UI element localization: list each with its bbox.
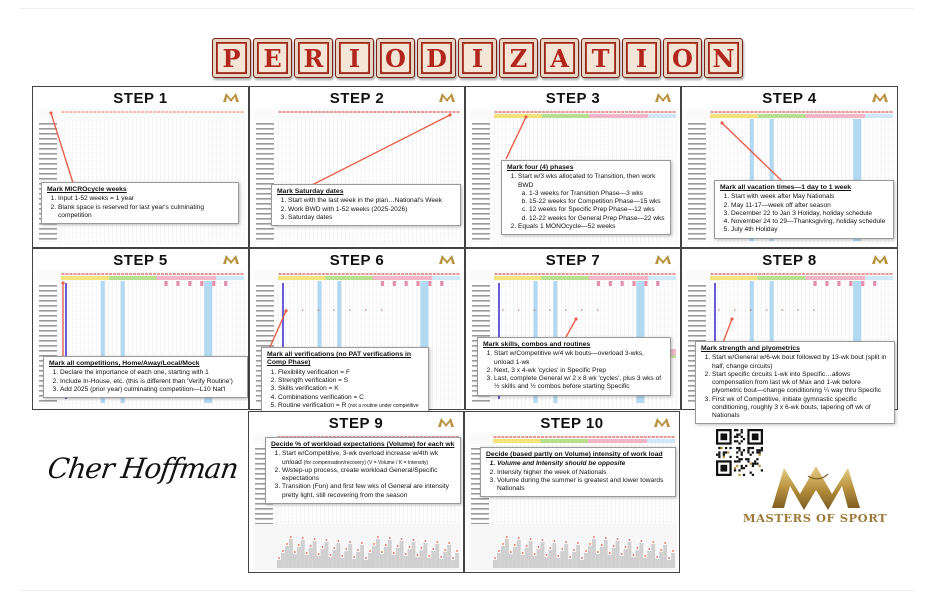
step-list-item <box>282 467 455 483</box>
title-letter: O <box>669 44 696 72</box>
step-heading: Mark all verifications (no PAT verifications in Comp Phase) <box>267 351 412 367</box>
step-item-text: November 24 to 29—Thanksgiving, holiday schedule <box>731 218 886 226</box>
step-note <box>265 437 461 504</box>
step-list-item <box>494 350 665 366</box>
step-list-item <box>731 218 888 226</box>
step-list <box>277 197 455 222</box>
step-item-text: Equals 1 MONOcycle—52 weeks <box>518 222 616 230</box>
step-item-text: Start w/General w/6-wk bout followed by 13-wk bout (split in half, change circuits) <box>712 354 887 370</box>
step-list-item <box>731 226 888 234</box>
title-letter: I <box>464 44 491 72</box>
step-sublist <box>518 190 665 223</box>
step-item-text: Work BWD with 1-52 weeks (2025-2026) <box>288 205 408 213</box>
step-note <box>695 341 895 424</box>
step-list-item <box>497 469 670 477</box>
step-item-text: Last, complete General w/ 2 x 8 wk 'cycles', plus 3 wks of ½ skills and ½ combos before starting Specific <box>494 375 662 391</box>
step-list-item <box>731 202 888 210</box>
step-item-text: Start with week after May Nationals <box>731 193 835 201</box>
step-list-item <box>731 193 888 201</box>
volume-note: (for compensation/recovery) (V = Volume / K = Intensity) <box>303 459 429 466</box>
step-item-text: Next, 3 x 4-wk 'cycles' in Specific Prep <box>494 366 607 374</box>
title-letter-block <box>499 38 538 78</box>
svg-text:F: F <box>813 308 816 312</box>
step-item-text: Volume and Intensity should be opposite <box>497 460 626 468</box>
svg-text:F: F <box>333 308 336 312</box>
step-item-text: Include In-House, etc. (this is different than 'Verify Routine') <box>60 377 233 385</box>
step-title: STEP 4 <box>762 90 817 107</box>
svg-text:F: F <box>749 308 752 312</box>
step-item-text: Routine verification = R <box>278 401 347 409</box>
step-item-text: Start w/Competitive, 3-wk overload increase w/4th wk unload <box>282 450 439 466</box>
step-panel <box>465 86 681 248</box>
title-letter-block <box>622 38 661 78</box>
step-title: STEP 10 <box>540 415 604 432</box>
step-item-text: Saturday dates <box>288 213 333 221</box>
step-list-item <box>282 450 455 466</box>
title-letter: N <box>710 44 737 72</box>
step-list <box>720 193 888 234</box>
step-list-item <box>288 197 455 205</box>
step-panel <box>681 248 898 420</box>
step-list <box>49 369 242 394</box>
step-panel <box>32 248 249 410</box>
title-letter-block <box>581 38 620 78</box>
step-panel <box>248 411 464 573</box>
step-list-item <box>278 394 423 402</box>
svg-text:F: F <box>549 308 552 312</box>
brand-name: MASTERS OF SPORT <box>742 511 888 525</box>
step-heading: Decide (based partly on Volume) intensity of work load <box>486 451 663 458</box>
step-panel <box>681 86 898 248</box>
step-item-text: Add 2025 (prior year) culminating competition—L10 Nat'l <box>60 385 226 393</box>
svg-text:F: F <box>380 308 383 312</box>
step-list-item <box>494 375 665 391</box>
title-letter-block <box>540 38 579 78</box>
svg-text:F: F <box>581 308 583 312</box>
step-heading: Mark strength and plyometrics <box>701 345 800 352</box>
step-heading: Mark Saturday dates <box>277 188 344 195</box>
svg-text:F: F <box>301 308 304 312</box>
step-item-text: Combinations verification = C <box>278 393 364 401</box>
step-list <box>271 450 455 499</box>
title-letter-block <box>253 38 292 78</box>
svg-text:F: F <box>565 308 568 312</box>
svg-text:F: F <box>517 308 520 312</box>
step-item-text: Blank space is reserved for last year's culminating competition <box>58 203 205 219</box>
title-letter-block <box>212 38 251 78</box>
title-letter: A <box>546 44 573 72</box>
svg-text:F: F <box>765 308 768 312</box>
step-subitem: b. 15-22 weeks for Competition Phase—15 wks <box>529 198 665 206</box>
svg-text:F: F <box>733 308 736 312</box>
step-item-text: Skills verification = K <box>278 385 339 393</box>
step-list-item <box>278 369 423 377</box>
step-panel <box>249 248 465 410</box>
step-item-text: Transition (Fun) and first few wks of General are intensity pretty light, still recovering from the season <box>282 483 449 499</box>
step-panel <box>464 411 680 573</box>
pointer-arrow <box>33 87 250 249</box>
step-item-text: Start w/3 wks allocated to Transition, then work BWD <box>518 173 656 189</box>
step-subitem: a. 1-3 weeks for Transition Phase—3 wks <box>529 190 665 198</box>
step-heading: Mark four (4) phases <box>507 164 574 171</box>
step-note <box>41 182 239 224</box>
step-item-text: W/step-up process, create workload General/Specific expectations <box>282 466 438 483</box>
step-list-item <box>497 477 670 493</box>
step-list-item <box>712 354 889 370</box>
step-list-item <box>60 378 242 386</box>
step-title: STEP 6 <box>329 252 385 269</box>
title-letter: I <box>628 44 655 72</box>
title-letter-block <box>376 38 415 78</box>
title-letter-block <box>335 38 374 78</box>
step-item-text: Declare the importance of each one, starting with 1 <box>60 369 209 377</box>
step-item-text: Start w/Competitive w/4 wk bouts—overload 3-wks, unload 1-wk <box>494 350 644 366</box>
step-list-item <box>278 377 423 385</box>
title-letter: Z <box>505 44 532 72</box>
svg-text:F: F <box>781 308 784 312</box>
top-divider <box>20 8 914 9</box>
step-title: STEP 9 <box>328 415 384 432</box>
step-title: STEP 5 <box>113 252 168 269</box>
svg-text:F: F <box>717 308 720 312</box>
step-title: STEP 1 <box>113 90 168 107</box>
title-letter: E <box>259 44 286 72</box>
step-item-text: Input 1-52 weeks = 1 year <box>58 195 135 203</box>
step-item-text: Start specific circuits 1-wk into Specific…allows compensation from last wk of Max and 1-wk before plyometric bout—change conditioning ¼ way thru Specific <box>712 370 881 395</box>
step-note <box>43 356 248 398</box>
routine-note: (not a routine under competitive <box>348 402 419 409</box>
title-letter-block <box>417 38 456 78</box>
step-note <box>714 180 894 239</box>
title-letter: O <box>382 44 409 72</box>
svg-text:F: F <box>596 308 599 312</box>
step-list-item <box>518 223 665 231</box>
step-list-item <box>712 396 889 421</box>
step-item-text: Intensity higher the week of Nationals <box>497 468 607 476</box>
svg-text:F: F <box>797 308 800 312</box>
title-letter-block <box>458 38 497 78</box>
step-list <box>483 350 665 391</box>
step-item-text: Volume during the summer is greatest and lower towards Nationals <box>497 476 664 493</box>
step-item-text: July 4th Holiday <box>731 226 778 234</box>
title-letter-block <box>704 38 743 78</box>
title-letter: T <box>587 44 614 72</box>
step-heading: Mark MICROcycle weeks <box>47 186 127 193</box>
step-note <box>271 184 461 226</box>
step-item-text: Flexibility verification = F <box>278 368 351 376</box>
step-heading: Decide % of workload expectations (Volume) for each wk <box>271 441 455 448</box>
step-heading: Mark skills, combos and routines <box>483 341 591 348</box>
step-list-item <box>494 367 665 375</box>
step-item-text: Start with the last week in the plan…National's Week <box>288 197 442 205</box>
signature: Cher Hoffman <box>45 452 240 485</box>
step-list-item <box>712 371 889 396</box>
step-item-text: First wk of Competitive, initiate gymnastic specific conditioning, roughly 3 x 6-wk bouts, tapering off wk of Nationals <box>712 395 871 420</box>
title-letter: D <box>423 44 450 72</box>
title-letter-block <box>294 38 333 78</box>
step-list-item <box>518 173 665 222</box>
svg-text:F: F <box>533 308 536 312</box>
title-letter: P <box>218 44 245 72</box>
svg-text:F: F <box>349 308 352 312</box>
step-list-item <box>58 195 233 203</box>
step-note <box>477 337 671 396</box>
step-title: STEP 8 <box>762 252 817 269</box>
step-list <box>486 460 670 493</box>
step-heading: Mark all vacation times—1 day to 1 week <box>720 184 852 191</box>
step-list-item <box>731 210 888 218</box>
step-subitem: d. 12-22 weeks for General Prep Phase—22 wks <box>529 215 665 223</box>
step-item-text: May 11-17—week off after season <box>731 201 831 209</box>
step-note <box>501 160 671 235</box>
step-list-item <box>58 204 233 220</box>
step-list-item <box>278 385 423 393</box>
title-letter-block <box>663 38 702 78</box>
step-list-item <box>497 460 670 468</box>
step-panel <box>32 86 249 248</box>
step-list-item <box>60 369 242 377</box>
step-note <box>480 447 676 497</box>
step-list <box>47 195 233 220</box>
svg-text:F: F <box>365 308 367 312</box>
step-list-item <box>288 206 455 214</box>
step-list-item <box>60 386 242 394</box>
step-list <box>701 354 889 420</box>
step-panel <box>465 248 681 410</box>
step-title: STEP 3 <box>545 90 601 107</box>
step-item-text: December 22 to Jan 3 Holiday, holiday schedule <box>731 209 872 217</box>
step-list <box>507 173 665 231</box>
svg-text:F: F <box>501 308 504 312</box>
step-title: STEP 7 <box>545 252 601 269</box>
step-item-text: Strength verification = S <box>278 377 349 385</box>
step-subitem: c. 12 weeks for Specific Prep Phase—12 wks <box>529 206 665 214</box>
step-panel <box>249 86 465 248</box>
step-title: STEP 2 <box>329 90 385 107</box>
step-list-item <box>282 483 455 499</box>
page-title-blocks <box>212 38 743 78</box>
svg-text:F: F <box>317 308 320 312</box>
step-heading: Mark all competitions, Home/Away/Local/Mock <box>49 360 200 367</box>
bottom-divider <box>20 590 914 591</box>
step-list-item <box>288 214 455 222</box>
title-letter: I <box>341 44 368 72</box>
title-letter: R <box>300 44 327 72</box>
